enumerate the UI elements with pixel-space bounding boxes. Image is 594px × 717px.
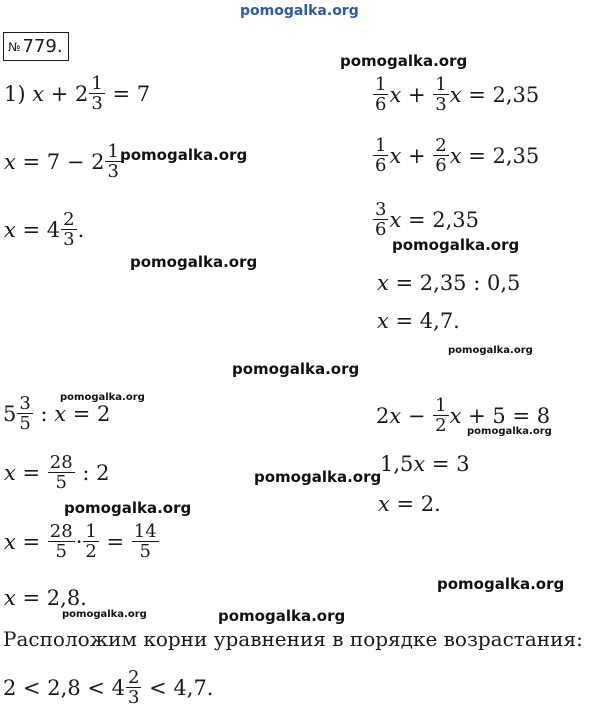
watermark: pomogalka.org xyxy=(340,52,468,70)
watermark: pomogalka.org xyxy=(467,426,552,437)
watermark: pomogalka.org xyxy=(232,360,360,378)
watermark: pomogalka.org xyxy=(64,499,192,517)
watermark: pomogalka.org xyxy=(62,609,147,620)
equation-4-line-1: 2x − $\frac{1}{2}$ x + 5 = 8 xyxy=(376,395,551,436)
equation-3-answer: x = 2,8. xyxy=(4,586,87,610)
equation-4-answer: x = 2. xyxy=(378,492,441,516)
equation-3-line-3: x = $\frac{28}{5}$ · $\frac{1}{2}$ = $\frac{14}{5}$ xyxy=(4,521,157,562)
watermark: pomogalka.org xyxy=(448,345,533,356)
watermark: pomogalka.org xyxy=(437,575,565,593)
equation-2-answer: x = 4,7. xyxy=(377,309,460,333)
equation-3-line-2: x = $\frac{28}{5}$ : 2 xyxy=(4,452,110,493)
equation-2-line-1: $\frac{1}{6}$ x + $\frac{1}{3}$ x = 2,35 xyxy=(375,74,540,115)
watermark: pomogalka.org xyxy=(60,392,145,403)
equation-2-line-3: $\frac{3}{6}$ x = 2,35 xyxy=(375,199,480,240)
equation-2-line-4: x = 2,35 : 0,5 xyxy=(377,271,521,295)
equation-3-line-1: 5 $\frac{3}{5}$ : x = 2 xyxy=(3,393,111,434)
watermark: pomogalka.org xyxy=(240,3,359,19)
task-number-value: 779. xyxy=(22,36,63,57)
watermark: pomogalka.org xyxy=(392,236,520,254)
equation-1-line-2: x = 7 − 2 $\frac{1}{3}$ xyxy=(4,141,119,182)
equation-1-line-1: 1) x + 2 $\frac{1}{3}$ = 7 xyxy=(4,73,151,114)
conclusion-text: Расположим корни уравнения в порядке возрастания: xyxy=(3,627,583,651)
equation-2-line-2: $\frac{1}{6}$ x + $\frac{2}{6}$ x = 2,35 xyxy=(375,135,540,176)
conclusion-inequality: 2 < 2,8 < 4 $\frac{2}{3}$ < 4,7. xyxy=(3,667,214,708)
task-number xyxy=(3,32,69,61)
number-sign: № xyxy=(8,40,21,54)
watermark: pomogalka.org xyxy=(218,607,346,625)
watermark: pomogalka.org xyxy=(254,468,382,486)
equation-4-line-2: 1,5x = 3 xyxy=(380,452,470,476)
watermark: pomogalka.org xyxy=(130,253,258,271)
equation-1-answer: x = 4 $\frac{2}{3}$ . xyxy=(4,209,85,250)
watermark: pomogalka.org xyxy=(120,146,248,164)
